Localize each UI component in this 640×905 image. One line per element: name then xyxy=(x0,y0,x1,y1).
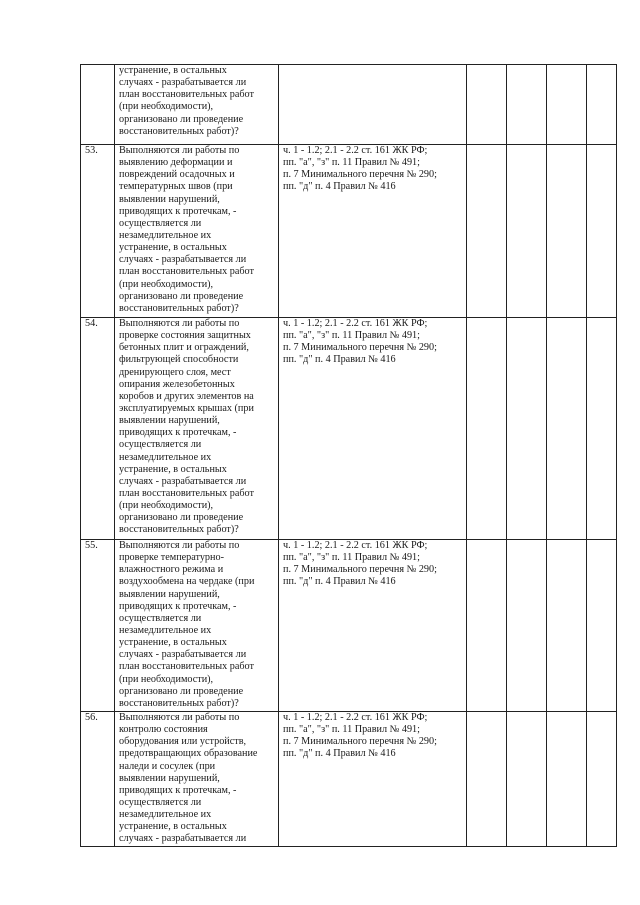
question-line: проверке состояния защитных xyxy=(119,330,251,342)
question-line: устранение, в остальных xyxy=(119,242,227,254)
answer-no-cell xyxy=(507,318,547,540)
question-cell xyxy=(115,318,279,540)
question-line: случаях - разрабатывается ли xyxy=(119,833,247,845)
checklist-table xyxy=(80,64,617,847)
row-number: 54. xyxy=(85,318,98,329)
legal-reference-line: ч. 1 - 1.2; 2.1 - 2.2 ст. 161 ЖК РФ; xyxy=(283,712,428,723)
question-line: Выполняются ли работы по xyxy=(119,145,240,156)
question-line: воздухообмена на чердаке (при xyxy=(119,576,255,588)
question-line: случаях - разрабатывается ли xyxy=(119,649,247,661)
legal-reference-cell xyxy=(279,712,467,847)
answer-na-cell xyxy=(547,712,587,847)
question-line: организовано ли проведение xyxy=(119,113,244,125)
question-line: коробов и других элементов на xyxy=(119,390,254,402)
question-line: план восстановительных работ xyxy=(119,661,254,673)
legal-reference-line: ч. 1 - 1.2; 2.1 - 2.2 ст. 161 ЖК РФ; xyxy=(283,318,428,329)
question-line: выявлении нарушений, xyxy=(119,193,220,205)
question-line: случаях - разрабатывается ли xyxy=(119,77,247,89)
legal-reference-line: пп. "д" п. 4 Правил № 416 xyxy=(283,748,396,760)
answer-no-cell xyxy=(507,712,547,847)
row-number: 53. xyxy=(85,145,98,156)
question-line: температурных швов (при xyxy=(119,181,233,193)
question-line: приводящих к протечкам, - xyxy=(119,205,237,217)
answer-no-cell xyxy=(507,145,547,318)
question-line: Выполняются ли работы по xyxy=(119,540,240,551)
answer-yes-cell xyxy=(467,318,507,540)
question-line: незамедлительное их xyxy=(119,229,212,241)
question-line: дренирующего слоя, мест xyxy=(119,366,231,378)
legal-reference-line: ч. 1 - 1.2; 2.1 - 2.2 ст. 161 ЖК РФ; xyxy=(283,145,428,156)
question-line: выявлении нарушений, xyxy=(119,415,220,427)
legal-reference-cell xyxy=(279,540,467,712)
notes-cell xyxy=(587,145,617,318)
question-line: устранение, в остальных xyxy=(119,463,227,475)
question-line: контролю состояния xyxy=(119,724,208,736)
question-cell xyxy=(115,65,279,145)
question-line: выявлении нарушений, xyxy=(119,772,220,784)
question-line: незамедлительное их xyxy=(119,451,212,463)
answer-yes-cell xyxy=(467,65,507,145)
table-body xyxy=(81,65,617,847)
question-line: незамедлительное их xyxy=(119,624,212,636)
question-line: повреждений осадочных и xyxy=(119,169,235,181)
legal-reference-line: пп. "а", "з" п. 11 Правил № 491; xyxy=(283,157,420,169)
table-row xyxy=(81,540,617,712)
question-line: приводящих к протечкам, - xyxy=(119,600,237,612)
legal-reference-line: пп. "а", "з" п. 11 Правил № 491; xyxy=(283,724,420,736)
notes-cell xyxy=(587,712,617,847)
question-line: предотвращающих образование xyxy=(119,748,258,760)
question-cell xyxy=(115,712,279,847)
row-number-cell xyxy=(81,318,115,540)
question-line: восстановительных работ)? xyxy=(119,697,239,709)
question-line: восстановительных работ)? xyxy=(119,125,239,137)
question-line: выявлению деформации и xyxy=(119,157,233,169)
question-cell xyxy=(115,540,279,712)
row-number-cell xyxy=(81,712,115,847)
question-line: незамедлительное их xyxy=(119,809,212,821)
legal-reference-line: пп. "а", "з" п. 11 Правил № 491; xyxy=(283,552,420,564)
legal-reference-line: пп. "д" п. 4 Правил № 416 xyxy=(283,354,396,366)
question-line: Выполняются ли работы по xyxy=(119,318,240,329)
row-number: 55. xyxy=(85,540,98,551)
answer-na-cell xyxy=(547,145,587,318)
question-line: осуществляется ли xyxy=(119,796,202,808)
question-line: фильтрующей способности xyxy=(119,354,239,366)
legal-reference-cell xyxy=(279,145,467,318)
question-line: (при необходимости), xyxy=(119,673,214,685)
answer-yes-cell xyxy=(467,712,507,847)
answer-na-cell xyxy=(547,65,587,145)
row-number-cell xyxy=(81,65,115,145)
question-line: организовано ли проведение xyxy=(119,685,244,697)
table-row xyxy=(81,65,617,145)
answer-na-cell xyxy=(547,540,587,712)
notes-cell xyxy=(587,65,617,145)
legal-reference-cell xyxy=(279,318,467,540)
question-line: восстановительных работ)? xyxy=(119,302,239,314)
notes-cell xyxy=(587,318,617,540)
question-line: устранение, в остальных xyxy=(119,821,227,833)
question-line: случаях - разрабатывается ли xyxy=(119,254,247,266)
answer-yes-cell xyxy=(467,145,507,318)
question-line: устранение, в остальных xyxy=(119,65,227,76)
legal-reference-line: ч. 1 - 1.2; 2.1 - 2.2 ст. 161 ЖК РФ; xyxy=(283,540,428,551)
question-line: осуществляется ли xyxy=(119,217,202,229)
legal-reference-line: пп. "а", "з" п. 11 Правил № 491; xyxy=(283,330,420,342)
question-line: бетонных плит и ограждений, xyxy=(119,342,249,354)
legal-reference-line: пп. "д" п. 4 Правил № 416 xyxy=(283,181,396,193)
row-number: 56. xyxy=(85,712,98,723)
legal-reference-line: п. 7 Минимального перечня № 290; xyxy=(283,736,437,748)
question-line: оборудования или устройств, xyxy=(119,736,247,748)
question-line: опирания железобетонных xyxy=(119,378,235,390)
question-line: (при необходимости), xyxy=(119,500,214,512)
answer-no-cell xyxy=(507,540,547,712)
question-line: (при необходимости), xyxy=(119,278,214,290)
question-line: план восстановительных работ xyxy=(119,487,254,499)
answer-no-cell xyxy=(507,65,547,145)
question-line: план восстановительных работ xyxy=(119,266,254,278)
answer-yes-cell xyxy=(467,540,507,712)
row-number-cell xyxy=(81,145,115,318)
legal-reference-cell xyxy=(279,65,467,145)
notes-cell xyxy=(587,540,617,712)
legal-reference-line: п. 7 Минимального перечня № 290; xyxy=(283,169,437,181)
question-line: устранение, в остальных xyxy=(119,637,227,649)
question-line: осуществляется ли xyxy=(119,439,202,451)
question-line: восстановительных работ)? xyxy=(119,524,239,536)
question-line: выявлении нарушений, xyxy=(119,588,220,600)
question-line: наледи и сосулек (при xyxy=(119,760,216,772)
table-row xyxy=(81,145,617,318)
question-line: Выполняются ли работы по xyxy=(119,712,240,723)
table-row xyxy=(81,318,617,540)
question-line: случаях - разрабатывается ли xyxy=(119,475,247,487)
question-line: влажностного режима и xyxy=(119,564,224,576)
question-line: организовано ли проведение xyxy=(119,512,244,524)
legal-reference-line: пп. "д" п. 4 Правил № 416 xyxy=(283,576,396,588)
question-line: план восстановительных работ xyxy=(119,89,254,101)
question-cell xyxy=(115,145,279,318)
table-row xyxy=(81,712,617,847)
legal-reference-line: п. 7 Минимального перечня № 290; xyxy=(283,342,437,354)
question-line: (при необходимости), xyxy=(119,101,214,113)
row-number-cell xyxy=(81,540,115,712)
question-line: эксплуатируемых крышах (при xyxy=(119,402,254,414)
question-line: приводящих к протечкам, - xyxy=(119,427,237,439)
question-line: организовано ли проведение xyxy=(119,290,244,302)
question-line: приводящих к протечкам, - xyxy=(119,784,237,796)
question-line: осуществляется ли xyxy=(119,612,202,624)
question-line: проверке температурно- xyxy=(119,552,224,564)
answer-na-cell xyxy=(547,318,587,540)
legal-reference-line: п. 7 Минимального перечня № 290; xyxy=(283,564,437,576)
